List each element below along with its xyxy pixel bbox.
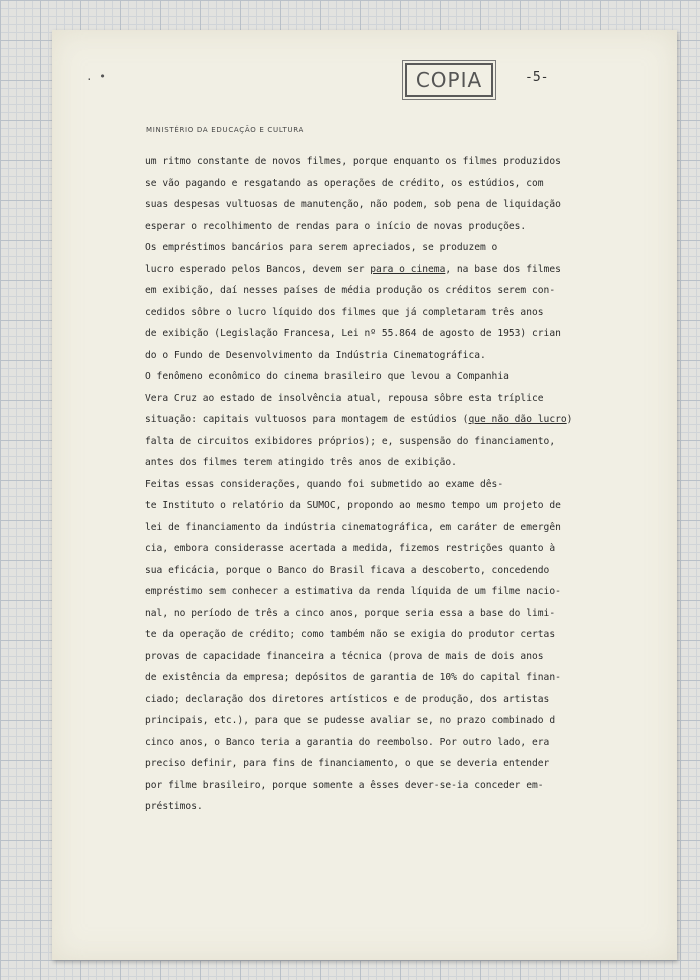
body-text <box>145 151 665 818</box>
page-number: -5- <box>525 70 549 85</box>
line-segment: ) <box>566 414 573 425</box>
text-line: O fenômeno econômico do cinema brasileiro que levou a Companhia <box>145 371 509 382</box>
text-line: esperar o recolhimento de rendas para o início de novas produções. <box>145 220 527 232</box>
text-line: do o Fundo de Desenvolvimento da Indústria Cinematográfica. <box>145 349 486 361</box>
text-line: Os empréstimos bancários para serem apreciados, se produzem o <box>145 242 498 253</box>
text-line: de exibição (Legislação Francesa, Lei nº 55.864 de agosto de 1953) crian <box>145 328 561 339</box>
text-line: ciado; declaração dos diretores artísticos e de produção, dos artistas <box>145 693 550 705</box>
corner-mark: . • <box>86 70 106 83</box>
text-line <box>145 259 665 281</box>
ministry-header: MINISTÉRIO DA EDUCAÇÃO E CULTURA <box>146 126 305 134</box>
text-line: de existência da empresa; depósitos de garantia de 10% do capital finan- <box>145 672 561 683</box>
text-line <box>145 409 665 431</box>
line-segment: lucro esperado pelos Bancos, devem ser <box>145 263 371 275</box>
text-line: sua eficácia, porque o Banco do Brasil ficava a descoberto, concedendo <box>145 564 550 576</box>
text-line: principais, etc.), para que se pudesse avaliar se, no prazo combinado d <box>145 715 556 726</box>
text-line: Feitas essas considerações, quando foi submetido ao exame dês- <box>145 478 504 490</box>
text-line: suas despesas vultuosas de manutenção, não podem, sob pena de liquidação <box>145 199 561 210</box>
text-line: um ritmo constante de novos filmes, porque enquanto os filmes produzidos <box>145 156 561 167</box>
text-line: preciso definir, para fins de financiamento, o que se deveria entender <box>145 758 550 769</box>
copia-stamp: COPIA <box>405 63 493 97</box>
text-line: em exibição, daí nesses países de média produção os créditos serem con- <box>145 285 556 296</box>
text-line: lei de financiamento da indústria cinematográfica, em caráter de emergên <box>145 521 561 533</box>
text-line: por filme brasileiro, porque somente a êsses dever-se-ia conceder em- <box>145 779 544 791</box>
text-line: préstimos. <box>145 801 203 812</box>
underlined-phrase: para o cinema <box>370 263 446 275</box>
text-line: nal, no período de três a cinco anos, porque seria essa a base do limi- <box>145 607 556 619</box>
underlined-phrase: que não dão lucro <box>468 414 567 425</box>
line-segment: situação: capitais vultuosos para montagem de estúdios ( <box>145 414 469 425</box>
text-line: cinco anos, o Banco teria a garantia do reembolso. Por outro lado, era <box>145 736 550 748</box>
text-line: cedidos sôbre o lucro líquido dos filmes que já completaram três anos <box>145 306 544 318</box>
text-line: se vão pagando e resgatando as operações de crédito, os estúdios, com <box>145 177 544 189</box>
text-line: Vera Cruz ao estado de insolvência atual, repousa sôbre esta tríplice <box>145 392 544 404</box>
text-line: empréstimo sem conhecer a estimativa da renda líquida de um filme nacio- <box>145 586 561 597</box>
text-line: provas de capacidade financeira a técnica (prova de mais de dois anos <box>145 650 544 662</box>
text-line: antes dos filmes terem atingido três anos de exibição. <box>145 457 457 468</box>
text-line: falta de circuitos exibidores próprios); e, suspensão do financiamento, <box>145 435 556 447</box>
text-line: cia, embora considerasse acertada a medida, fizemos restrições quanto à <box>145 543 556 554</box>
text-line: te Instituto o relatório da SUMOC, propondo ao mesmo tempo um projeto de <box>145 500 561 511</box>
text-line: te da operação de crédito; como também não se exigia do produtor certas <box>145 629 556 640</box>
line-segment: , na base dos filmes <box>445 263 561 275</box>
